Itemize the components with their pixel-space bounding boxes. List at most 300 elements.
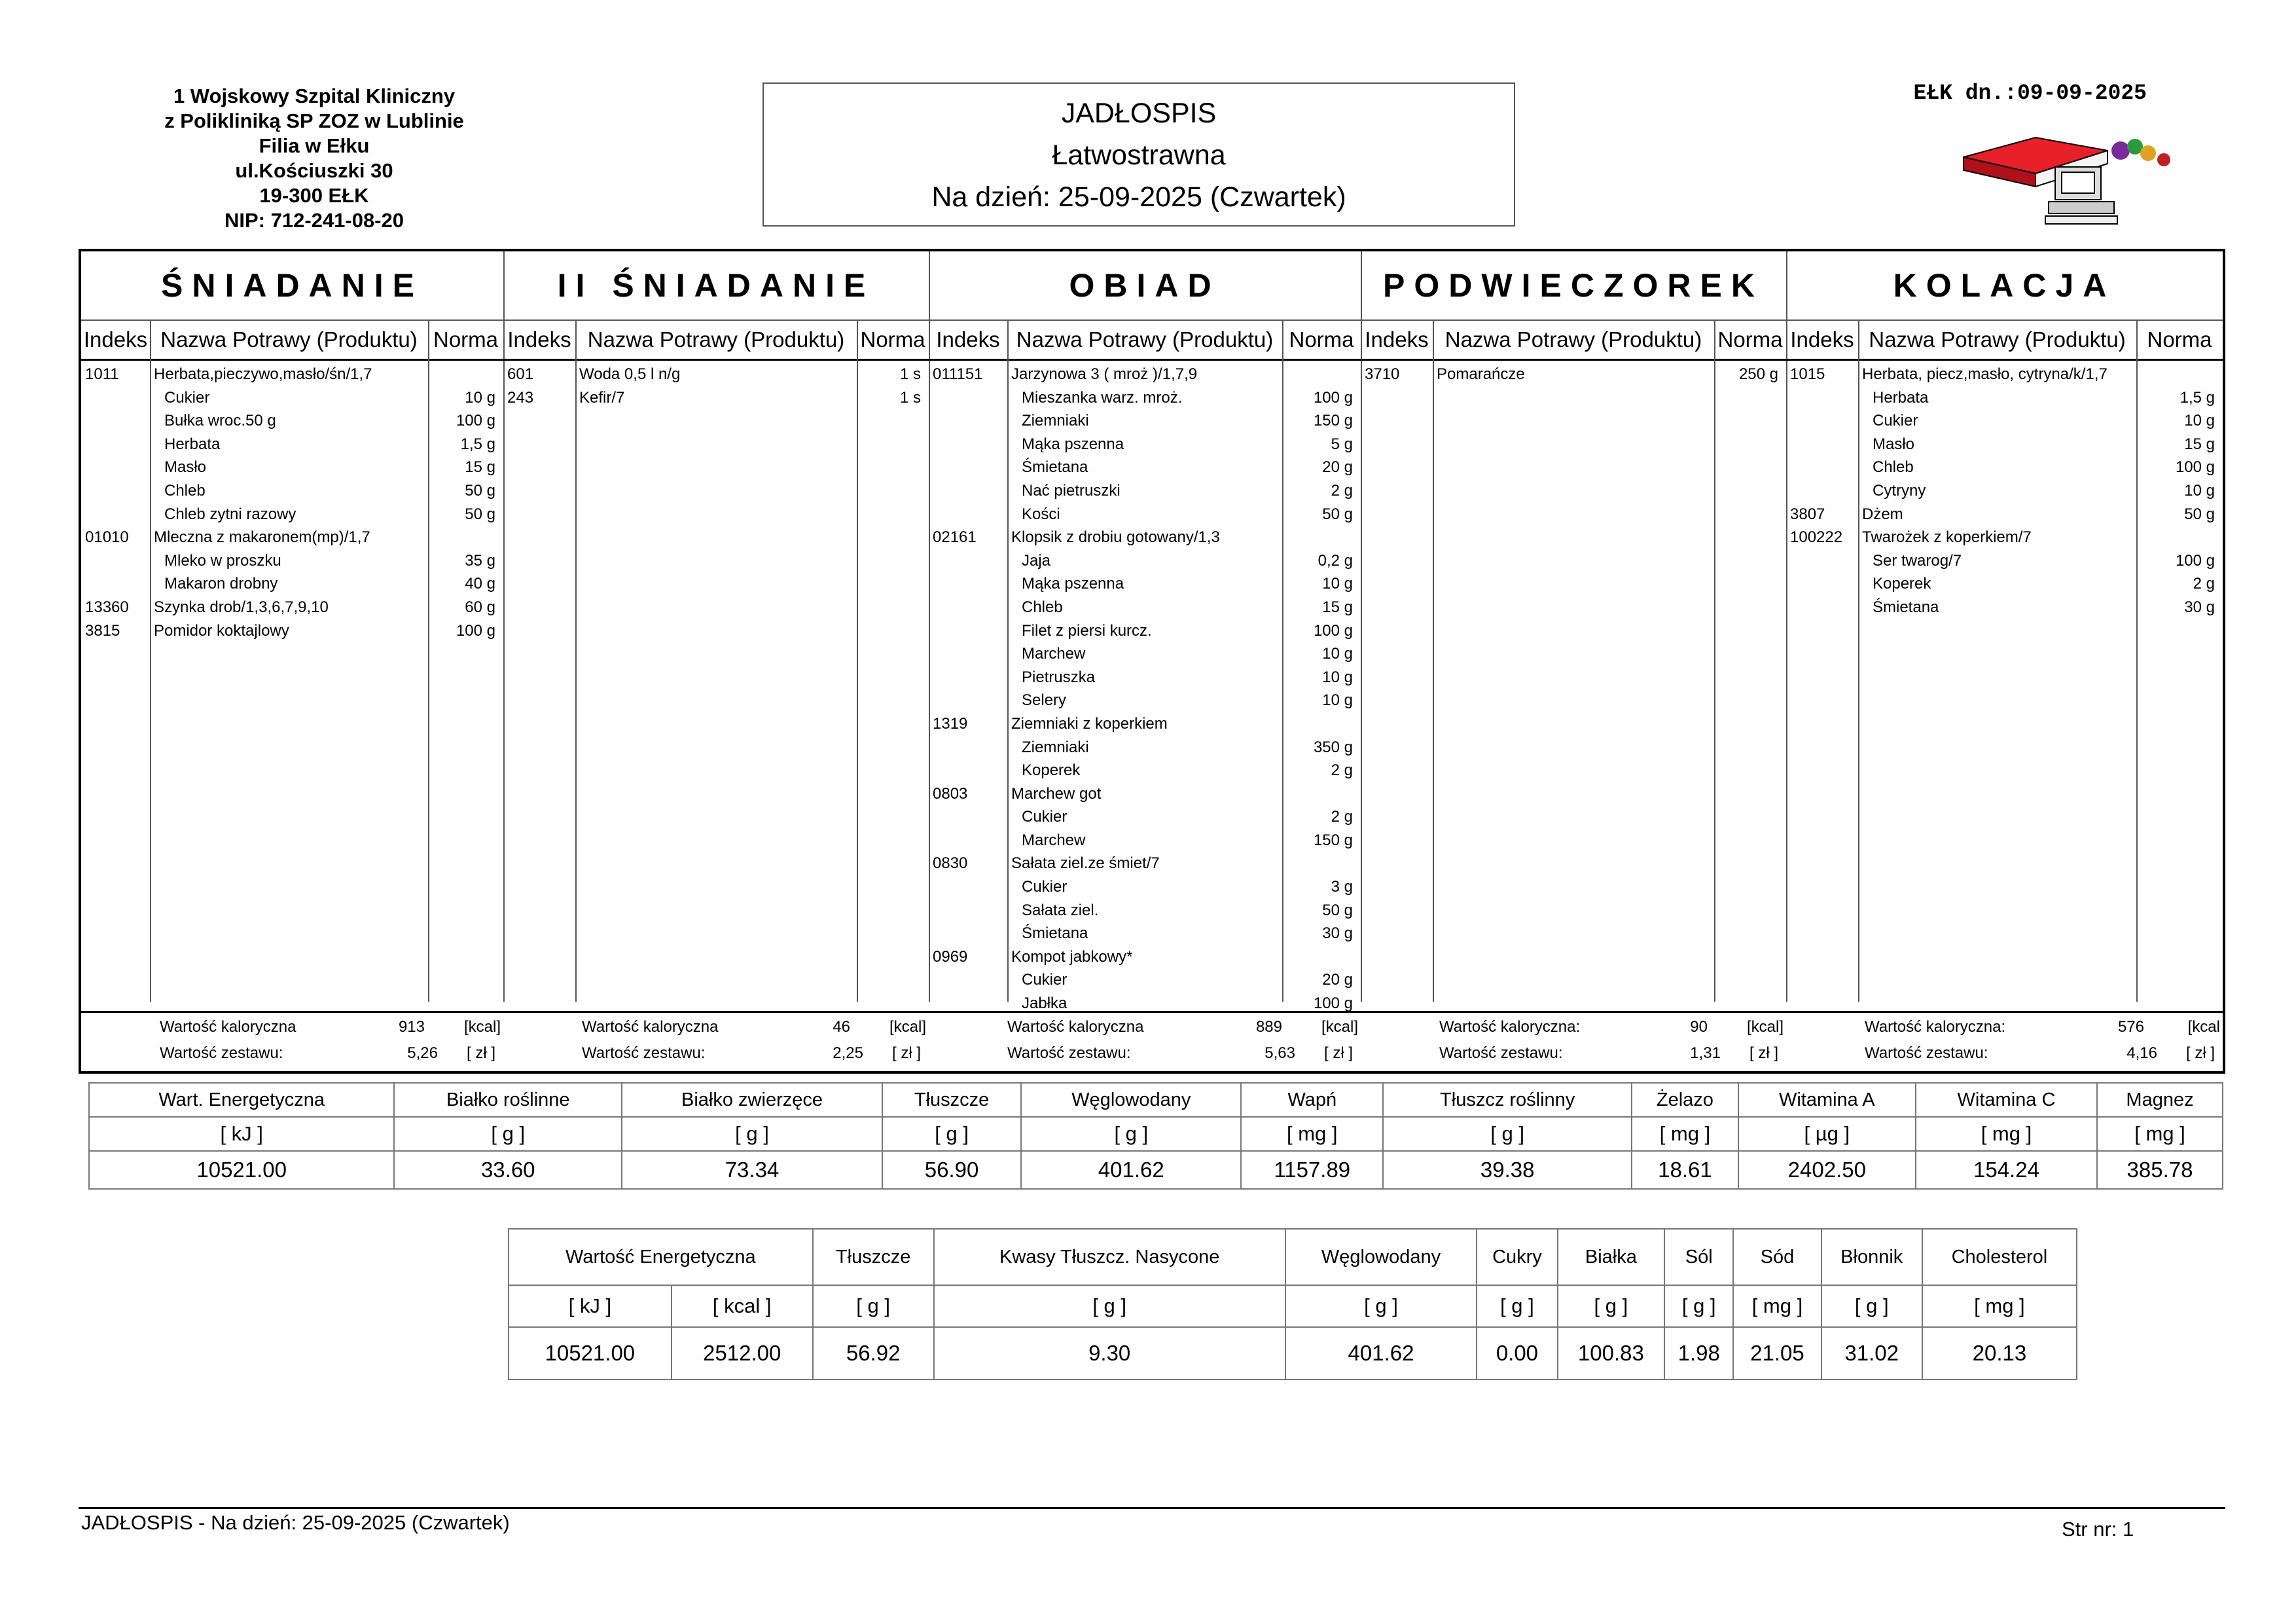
nutrient-value: 1.98 xyxy=(1664,1327,1733,1379)
meal-title: PODWIECZOREK xyxy=(1383,267,1764,304)
item-norm: 10 g xyxy=(1322,668,1353,686)
meal-summary xyxy=(1786,1011,2223,1076)
nutrient-header: Wapń xyxy=(1241,1083,1383,1117)
nutrient-header: Sól xyxy=(1664,1229,1733,1285)
nutrient-unit: [ mg ] xyxy=(1733,1285,1821,1327)
item-name: Selery xyxy=(1022,691,1067,710)
cost-label: Wartość zestawu: xyxy=(582,1044,706,1062)
nutrient-unit: [ g ] xyxy=(1285,1285,1477,1327)
nutrient-unit: [ g ] xyxy=(394,1117,622,1151)
nutrient-header: Wart. Energetyczna xyxy=(89,1083,394,1117)
hospital-line: Filia w Ełku xyxy=(259,134,370,157)
item-norm: 3 g xyxy=(1331,878,1353,896)
cell-divider xyxy=(857,319,858,1002)
meal-title: ŚNIADANIE xyxy=(160,267,424,304)
meal-items xyxy=(929,363,1361,1015)
nutrient-unit: [ g ] xyxy=(1383,1117,1632,1151)
menu-item-row xyxy=(929,526,1361,549)
item-norm: 350 g xyxy=(1313,738,1353,756)
menu-item-row xyxy=(81,363,503,386)
menu-item-row xyxy=(1786,596,2223,619)
item-index: 3807 xyxy=(1790,505,1825,523)
title-box xyxy=(762,82,1515,227)
nutrient-header: Witamina A xyxy=(1738,1083,1916,1117)
kcal-value: 913 xyxy=(398,1018,425,1036)
item-norm: 1,5 g xyxy=(2179,388,2215,407)
nutrient-header: Węglowodany xyxy=(1021,1083,1241,1117)
nutrient-unit: [ g ] xyxy=(934,1285,1285,1327)
item-name: Masło xyxy=(1873,435,1915,453)
cost-value: 1,31 xyxy=(1690,1044,1721,1062)
menu-item-row xyxy=(929,503,1361,526)
item-name: Ziemniaki xyxy=(1022,412,1089,430)
nutrient-unit: [ mg ] xyxy=(1916,1117,2097,1151)
item-norm: 35 g xyxy=(465,551,495,570)
item-name: Marchew xyxy=(1022,645,1086,663)
item-name: Bułka wroc.50 g xyxy=(164,412,276,430)
menu-item-row xyxy=(929,829,1361,852)
meal-title: KOLACJA xyxy=(1893,267,2116,304)
item-index: 0803 xyxy=(933,784,968,803)
item-name: Filet z piersi kurcz. xyxy=(1022,621,1152,640)
item-name: Ziemniaki xyxy=(1022,738,1089,756)
item-norm: 2 g xyxy=(2193,575,2215,593)
item-name: Herbata, piecz,masło, cytryna/k/1,7 xyxy=(1862,365,2108,383)
subheader-name: Nazwa Potrawy (Produktu) xyxy=(1444,327,1702,352)
menu-item-row xyxy=(929,572,1361,596)
item-index: 0969 xyxy=(933,947,968,966)
item-norm: 15 g xyxy=(1322,598,1353,616)
column-subheader xyxy=(1361,319,1786,361)
item-name: Sałata ziel.ze śmiet/7 xyxy=(1011,854,1160,873)
meal-title: II ŚNIADANIE xyxy=(557,267,875,304)
kcal-unit: [kcal] xyxy=(889,1018,926,1036)
item-name: Cukier xyxy=(164,388,210,407)
menu-item-row xyxy=(929,433,1361,456)
nutrient-value: 401.62 xyxy=(1021,1151,1241,1189)
kcal-value: 576 xyxy=(2117,1018,2144,1036)
menu-item-row xyxy=(81,619,503,643)
item-norm: 15 g xyxy=(465,458,495,477)
item-norm: 100 g xyxy=(2175,458,2215,477)
meal-items xyxy=(81,363,503,642)
cost-unit: [ zł ] xyxy=(1323,1044,1353,1062)
item-name: Mąka pszenna xyxy=(1022,435,1124,453)
item-name: Masło xyxy=(164,458,207,477)
item-name: Mąka pszenna xyxy=(1022,575,1124,593)
menu-item-row xyxy=(929,456,1361,479)
nutrient-value: 21.05 xyxy=(1733,1327,1821,1379)
nutrient-value: 2512.00 xyxy=(672,1327,813,1379)
nutrient-header: Białko zwierzęce xyxy=(622,1083,882,1117)
item-name: Koperek xyxy=(1873,575,1931,593)
nutrient-header: Magnez xyxy=(2097,1083,2223,1117)
kcal-unit: [kcal xyxy=(2187,1018,2220,1036)
subheader-norm: Norma xyxy=(1717,327,1783,352)
hospital-line: 19-300 EŁK xyxy=(259,184,369,207)
item-norm: 50 g xyxy=(465,481,495,500)
subheader-name: Nazwa Potrawy (Produktu) xyxy=(1016,327,1274,352)
nutrient-unit: [ g ] xyxy=(622,1117,882,1151)
cell-divider xyxy=(1433,319,1434,1002)
item-norm: 10 g xyxy=(2184,481,2215,500)
subheader-name: Nazwa Potrawy (Produktu) xyxy=(1869,327,2126,352)
item-norm: 1 s xyxy=(899,388,921,407)
nutrient-value: 401.62 xyxy=(1285,1327,1477,1379)
menu-item-row xyxy=(929,642,1361,666)
cost-value: 5,26 xyxy=(407,1044,438,1062)
hospital-line: 1 Wojskowy Szpital Kliniczny xyxy=(173,84,456,107)
item-norm: 50 g xyxy=(2184,505,2215,523)
item-norm: 5 g xyxy=(1331,435,1353,453)
page-title: JADŁOSPIS xyxy=(1061,98,1217,129)
menu-item-row xyxy=(929,805,1361,829)
kcal-value: 90 xyxy=(1690,1018,1708,1036)
nutrient-value: 10521.00 xyxy=(509,1327,672,1379)
item-norm: 1,5 g xyxy=(460,435,495,453)
item-norm: 10 g xyxy=(2184,412,2215,430)
item-name: Mleko w proszku xyxy=(164,551,281,570)
item-name: Pomarańcze xyxy=(1437,365,1525,383)
menu-item-row xyxy=(929,619,1361,643)
subheader-index: Indeks xyxy=(1790,327,1854,352)
nutrient-unit: [ g ] xyxy=(1477,1285,1557,1327)
nutrient-unit: [ g ] xyxy=(1558,1285,1664,1327)
menu-item-row xyxy=(929,968,1361,992)
nutrient-unit: [ mg ] xyxy=(1241,1117,1383,1151)
item-norm: 100 g xyxy=(1313,621,1353,640)
nutrient-value: 10521.00 xyxy=(89,1151,394,1189)
item-name: Kefir/7 xyxy=(579,388,625,407)
item-name: Śmietana xyxy=(1873,598,1939,616)
menu-item-row xyxy=(1786,363,2223,386)
nutrient-value: 385.78 xyxy=(2097,1151,2223,1189)
nutrient-value: 0.00 xyxy=(1477,1327,1557,1379)
meal-column xyxy=(503,251,929,1071)
menu-item-row xyxy=(929,409,1361,433)
nutrient-unit: [ kJ ] xyxy=(509,1285,672,1327)
item-name: Makaron drobny xyxy=(164,575,278,593)
column-subheader xyxy=(1786,319,2223,361)
menu-item-row xyxy=(1786,386,2223,410)
item-index: 3710 xyxy=(1365,365,1400,383)
item-name: Ziemniaki z koperkiem xyxy=(1011,714,1168,733)
item-norm: 100 g xyxy=(456,621,495,640)
menu-item-row xyxy=(1786,572,2223,596)
item-name: Herbata xyxy=(164,435,221,453)
cell-divider xyxy=(575,319,577,1002)
cell-divider xyxy=(1714,319,1715,1002)
item-name: Nać pietruszki xyxy=(1022,481,1121,500)
item-norm: 2 g xyxy=(1331,808,1353,826)
meal-summary xyxy=(929,1011,1361,1076)
item-name: Śmietana xyxy=(1022,458,1088,477)
nutrient-header: Białka xyxy=(1558,1229,1664,1285)
hospital-line: z Polikliniką SP ZOZ w Lublinie xyxy=(164,109,464,132)
item-index: 100222 xyxy=(1790,528,1843,547)
nutrient-header: Kwasy Tłuszcz. Nasycone xyxy=(934,1229,1285,1285)
kcal-value: 889 xyxy=(1255,1018,1282,1036)
nutrient-unit: [ mg ] xyxy=(1632,1117,1738,1151)
item-name: Chleb xyxy=(1873,458,1914,477)
cost-unit: [ zł ] xyxy=(466,1044,495,1062)
menu-item-row xyxy=(1786,479,2223,503)
item-norm: 150 g xyxy=(1313,412,1353,430)
item-norm: 50 g xyxy=(1322,505,1353,523)
item-index: 601 xyxy=(507,365,534,383)
item-index: 0830 xyxy=(933,854,968,873)
menu-date: Na dzień: 25-09-2025 (Czwartek) xyxy=(931,181,1346,213)
item-norm: 10 g xyxy=(1322,645,1353,663)
item-name: Śmietana xyxy=(1022,924,1088,943)
nutrient-value: 56.90 xyxy=(882,1151,1021,1189)
kcal-unit: [kcal] xyxy=(1321,1018,1358,1036)
menu-item-row xyxy=(929,759,1361,782)
item-name: Woda 0,5 l n/g xyxy=(579,365,681,383)
item-index: 1319 xyxy=(933,714,968,733)
item-name: Marchew xyxy=(1022,831,1086,849)
item-name: Mieszanka warz. mroż. xyxy=(1022,388,1183,407)
menu-item-row xyxy=(81,479,503,503)
menu-item-row xyxy=(929,363,1361,386)
item-index: 243 xyxy=(507,388,534,407)
item-norm: 250 g xyxy=(1738,365,1778,383)
item-norm: 2 g xyxy=(1331,761,1353,780)
nutrient-header: Węglowodany xyxy=(1285,1229,1477,1285)
nutrient-unit: [ kJ ] xyxy=(89,1117,394,1151)
menu-item-row xyxy=(503,386,929,410)
item-index: 13360 xyxy=(85,598,129,616)
nutrient-value: 18.61 xyxy=(1632,1151,1738,1189)
menu-item-row xyxy=(1786,456,2223,479)
kcal-label: Wartość kaloryczna xyxy=(160,1018,296,1036)
item-name: Koperek xyxy=(1022,761,1081,780)
meal-summary xyxy=(1361,1011,1786,1076)
column-subheader xyxy=(81,319,503,361)
column-subheader xyxy=(503,319,929,361)
item-index: 1015 xyxy=(1790,365,1825,383)
kcal-label: Wartość kaloryczna xyxy=(1007,1018,1144,1036)
item-name: Cukier xyxy=(1022,808,1067,826)
item-norm: 10 g xyxy=(1322,575,1353,593)
cost-value: 4,16 xyxy=(2126,1044,2157,1062)
nutrient-unit: [ g ] xyxy=(882,1117,1021,1151)
nutrient-value: 9.30 xyxy=(934,1327,1285,1379)
nutrient-header: Cholesterol xyxy=(1922,1229,2077,1285)
kcal-unit: [kcal] xyxy=(1746,1018,1784,1036)
nutrient-unit: [ g ] xyxy=(1821,1285,1922,1327)
nutrient-value: 20.13 xyxy=(1922,1327,2077,1379)
menu-item-row xyxy=(81,526,503,549)
nutrient-unit: [ g ] xyxy=(1021,1117,1241,1151)
menu-item-row xyxy=(1786,549,2223,573)
item-name: Cytryny xyxy=(1873,481,1926,500)
item-norm: 50 g xyxy=(1322,901,1353,919)
subheader-name: Nazwa Potrawy (Produktu) xyxy=(587,327,845,352)
kcal-value: 46 xyxy=(833,1018,850,1036)
menu-item-row xyxy=(929,712,1361,736)
menu-item-row xyxy=(929,666,1361,689)
nutrient-unit: [ mg ] xyxy=(2097,1117,2223,1151)
item-name: Chleb xyxy=(164,481,206,500)
subheader-norm: Norma xyxy=(860,327,925,352)
kcal-unit: [kcal] xyxy=(463,1018,501,1036)
book-computer-logo-icon xyxy=(1957,131,2179,229)
nutrient-header: Witamina C xyxy=(1916,1083,2097,1117)
menu-item-row xyxy=(929,852,1361,875)
nutrient-header: Sód xyxy=(1733,1229,1821,1285)
cost-unit: [ zł ] xyxy=(2185,1044,2215,1062)
nutrient-unit: [ g ] xyxy=(1664,1285,1733,1327)
menu-item-row xyxy=(81,503,503,526)
nutrient-unit: [ mg ] xyxy=(1922,1285,2077,1327)
meal-column xyxy=(1361,251,1786,1071)
item-name: Chleb xyxy=(1022,598,1063,616)
nutrition-table-label xyxy=(508,1228,2077,1380)
item-norm: 20 g xyxy=(1322,458,1353,477)
menu-item-row xyxy=(1786,409,2223,433)
meal-items xyxy=(1786,363,2223,619)
meal-items xyxy=(503,363,929,409)
item-norm: 20 g xyxy=(1322,971,1353,989)
item-norm: 40 g xyxy=(465,575,495,593)
menu-item-row xyxy=(929,549,1361,573)
nutrient-value: 31.02 xyxy=(1821,1327,1922,1379)
menu-item-row xyxy=(1786,433,2223,456)
menu-item-row xyxy=(1361,363,1786,386)
item-norm: 30 g xyxy=(2184,598,2215,616)
item-name: Cukier xyxy=(1873,412,1918,430)
item-name: Dżem xyxy=(1862,505,1903,523)
item-norm: 10 g xyxy=(465,388,495,407)
menu-item-row xyxy=(81,386,503,410)
footer-divider xyxy=(79,1507,2225,1509)
menu-item-row xyxy=(929,386,1361,410)
item-index: 1011 xyxy=(85,365,119,383)
meal-summary xyxy=(81,1011,503,1076)
item-name: Chleb zytni razowy xyxy=(164,505,296,523)
meal-column xyxy=(929,251,1361,1071)
cost-label: Wartość zestawu: xyxy=(1439,1044,1563,1062)
kcal-label: Wartość kaloryczna: xyxy=(1865,1018,2006,1036)
item-name: Cukier xyxy=(1022,878,1067,896)
nutrient-header: Błonnik xyxy=(1821,1229,1922,1285)
menu-item-row xyxy=(81,409,503,433)
cost-unit: [ zł ] xyxy=(1749,1044,1778,1062)
nutrient-value: 1157.89 xyxy=(1241,1151,1383,1189)
item-norm: 15 g xyxy=(2184,435,2215,453)
item-name: Kompot jabkowy* xyxy=(1011,947,1133,966)
cost-value: 2,25 xyxy=(833,1044,863,1062)
hospital-address xyxy=(118,84,511,233)
menu-item-row xyxy=(929,899,1361,922)
menu-item-row xyxy=(929,782,1361,806)
item-norm: 100 g xyxy=(1313,994,1353,1013)
meal-column xyxy=(81,251,503,1071)
subheader-name: Nazwa Potrawy (Produktu) xyxy=(160,327,418,352)
menu-item-row xyxy=(1786,503,2223,526)
subheader-index: Indeks xyxy=(936,327,1000,352)
nutrient-unit: [ kcal ] xyxy=(672,1285,813,1327)
meal-summary xyxy=(503,1011,929,1076)
menu-item-row xyxy=(1786,526,2223,549)
item-norm: 150 g xyxy=(1313,831,1353,849)
menu-item-row xyxy=(929,875,1361,899)
nutrient-header: Żelazo xyxy=(1632,1083,1738,1117)
subheader-norm: Norma xyxy=(433,327,499,352)
nutrient-header: Tłuszcze xyxy=(813,1229,934,1285)
hospital-line: ul.Kościuszki 30 xyxy=(235,159,393,182)
subheader-index: Indeks xyxy=(507,327,571,352)
diet-name: Łatwostrawna xyxy=(1052,139,1226,171)
item-name: Pietruszka xyxy=(1022,668,1096,686)
nutrition-table-main xyxy=(88,1082,2223,1190)
subheader-norm: Norma xyxy=(1289,327,1354,352)
item-name: Ser twarog/7 xyxy=(1873,551,1962,570)
meal-items xyxy=(1361,363,1786,386)
menu-item-row xyxy=(929,736,1361,759)
item-norm: 100 g xyxy=(456,412,495,430)
item-norm: 100 g xyxy=(2175,551,2215,570)
item-norm: 60 g xyxy=(465,598,495,616)
nutrient-value: 73.34 xyxy=(622,1151,882,1189)
item-index: 3815 xyxy=(85,621,120,640)
item-norm: 1 s xyxy=(899,365,921,383)
print-date: EŁK dn.:09-09-2025 xyxy=(1913,81,2147,105)
nutrient-header: Białko roślinne xyxy=(394,1083,622,1117)
item-index: 02161 xyxy=(933,528,977,547)
nutrient-unit: [ g ] xyxy=(813,1285,934,1327)
energy-header: Wartość Energetyczna xyxy=(509,1229,813,1285)
item-norm: 0,2 g xyxy=(1318,551,1353,570)
nutrient-value: 33.60 xyxy=(394,1151,622,1189)
menu-item-row xyxy=(929,596,1361,619)
nutrient-value: 154.24 xyxy=(1916,1151,2097,1189)
meal-title: OBIAD xyxy=(1069,267,1221,304)
menu-item-row xyxy=(929,945,1361,969)
nutrient-value: 100.83 xyxy=(1558,1327,1664,1379)
item-name: Jabłka xyxy=(1022,994,1067,1013)
nutrient-header: Tłuszcze xyxy=(882,1083,1021,1117)
item-name: Jaja xyxy=(1022,551,1051,570)
footer-title: JADŁOSPIS - Na dzień: 25-09-2025 (Czwartek) xyxy=(81,1511,510,1534)
menu-item-row xyxy=(81,549,503,573)
cost-value: 5,63 xyxy=(1265,1044,1295,1062)
nutrient-value: 39.38 xyxy=(1383,1151,1632,1189)
item-name: Marchew got xyxy=(1011,784,1102,803)
nutrient-value: 2402.50 xyxy=(1738,1151,1916,1189)
item-name: Szynka drob/1,3,6,7,9,10 xyxy=(154,598,329,616)
item-name: Twarożek z koperkiem/7 xyxy=(1862,528,2032,547)
item-name: Mleczna z makaronem(mp)/1,7 xyxy=(154,528,370,547)
nutrient-header: Cukry xyxy=(1477,1229,1557,1285)
nutrient-header: Tłuszcz roślinny xyxy=(1383,1083,1632,1117)
item-name: Herbata xyxy=(1873,388,1929,407)
page-number: Str nr: 1 xyxy=(2062,1518,2134,1541)
kcal-label: Wartość kaloryczna xyxy=(582,1018,719,1036)
kcal-label: Wartość kaloryczna: xyxy=(1439,1018,1581,1036)
item-name: Kości xyxy=(1022,505,1060,523)
item-name: Jarzynowa 3 ( mroż )/1,7,9 xyxy=(1011,365,1198,383)
menu-item-row xyxy=(929,922,1361,945)
item-name: Cukier xyxy=(1022,971,1067,989)
item-norm: 30 g xyxy=(1322,924,1353,943)
item-name: Sałata ziel. xyxy=(1022,901,1099,919)
cost-label: Wartość zestawu: xyxy=(160,1044,283,1062)
cost-label: Wartość zestawu: xyxy=(1007,1044,1131,1062)
item-norm: 50 g xyxy=(465,505,495,523)
menu-table xyxy=(79,249,2225,1074)
